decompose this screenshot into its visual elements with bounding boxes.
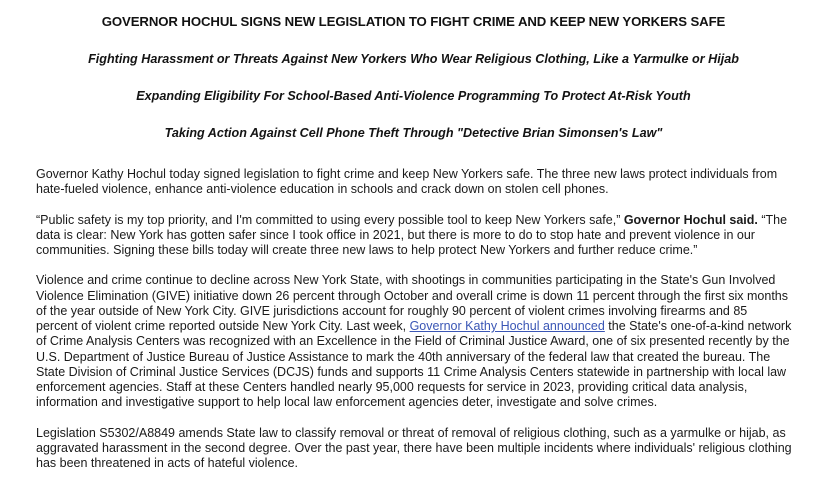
paragraph-quote [36,213,792,259]
quote-opening-text: “Public safety is my top priority, and I'm committed to using every possible tool to keep New Yorkers safe,” [36,212,624,227]
crime-stats-text-part-two: the State's one-of-a-kind network of Crime Analysis Centers was recognized with an Excellence in the Field of Criminal Justice Award, one of six presented recently by the U.S. Department of Justice Bureau of Justice Assistance to mark the 40th anniversary of the federal law that created the bureau. The State Division of Criminal Justice Services (DCJS) funds and supports 11 Crime Analysis Centers statewide in partnership with local law enforcement agencies. Staff at these Centers handled nearly 95,000 requests for service in 2023, providing critical data analysis, information and investigative support to help local law enforcement agencies deter, investigate and solve crimes. [36,319,792,410]
subheadline-religious-clothing: Fighting Harassment or Threats Against New Yorkers Who Wear Religious Clothing, Like a Yarmulke or Hijab [88,51,739,66]
subheadline-school-programming: Expanding Eligibility For School-Based Anti-Violence Programming To Protect At-Risk Youth [136,88,691,103]
quote-remaining-text: “The data is clear: New York has gotten safer since I took office in 2021, but there is more to do to stop hate and prevent violence in our communities. Signing these bills today will create three new laws to help protect New Yorkers and further reduce crime.” [36,212,788,258]
paragraph-crime-statistics [36,273,792,410]
crime-stats-text-part-one: Violence and crime continue to decline across New York State, with shootings in communities participating in the State's Gun Involved Violence Elimination (GIVE) initiative down 26 percent through October and overall crime is down 11 percent through the first six months of the year outside of New York City. GIVE jurisdictions account for roughly 90 percent of violent crimes involving firearms and 85 percent of violent crime reported outside New York City. Last week, [36,273,789,334]
body-block [0,141,827,471]
page-title: GOVERNOR HOCHUL SIGNS NEW LEGISLATION TO FIGHT CRIME AND KEEP NEW YORKERS SAFE [101,14,726,29]
quote-attribution: Governor Hochul said. [623,212,758,227]
paragraph-legislation-s5302: Legislation S5302/A8849 amends State law to classify removal or threat of removal of religious clothing, such as a yarmulke or hijab, as aggravated harassment in the second degree. Over the past year, there have been multiple incidents where individuals' religious clothing has been threatened in acts of hateful violence. [36,425,792,471]
headline-block [0,0,827,141]
governor-kathy-hochul-announced-link[interactable]: Governor Kathy Hochul announced [409,319,605,334]
subheadline-cell-phone-theft: Taking Action Against Cell Phone Theft Through "Detective Brian Simonsen's Law" [164,126,663,141]
paragraph-intro: Governor Kathy Hochul today signed legislation to fight crime and keep New Yorkers safe. The three new laws protect individuals from hate-fueled violence, enhance anti-violence education in schools and crack down on stolen cell phones. [36,167,778,197]
